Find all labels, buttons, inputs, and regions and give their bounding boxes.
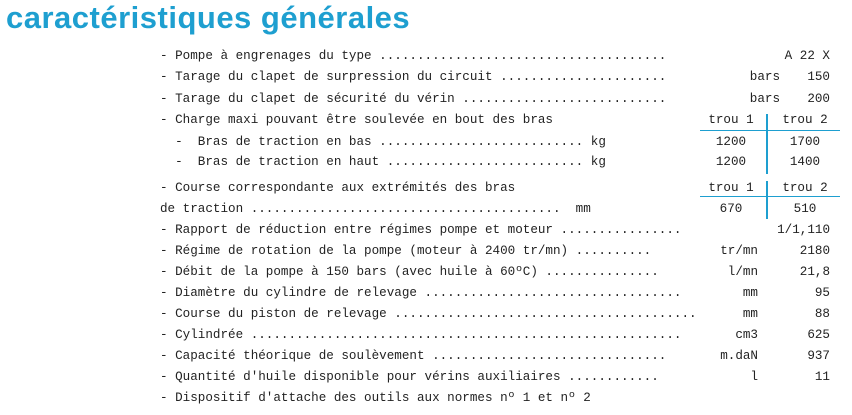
spec-value: 1/1,110 [777,223,830,237]
table-divider [766,181,768,219]
spec-row: - Bras de traction en haut .......................... kg [160,155,606,169]
spec-unit: mm [742,307,758,321]
spec-unit: bars [749,70,780,84]
spec-unit: l [750,370,758,384]
column-header-trou-2: trou 2 [782,113,828,127]
table-cell: 1700 [789,135,821,149]
spec-row: - Quantité d'huile disponible pour vérins auxiliaires ............ [160,370,659,384]
spec-unit: l/mn [727,265,758,279]
spec-row: - Course correspondante aux extrémités des bras [160,181,516,195]
table-cell: 510 [793,202,817,216]
spec-value: 2180 [799,244,830,258]
spec-row: - Cylindrée ......................................................... [160,328,682,342]
spec-row: - Capacité théorique de soulèvement ............................... [160,349,667,363]
spec-row: - Débit de la pompe à 150 bars (avec huile à 60ºC) ............... [160,265,659,279]
spec-value: 21,8 [799,265,830,279]
spec-row: - Dispositif d'attache des outils aux normes nº 1 et nº 2 [160,391,591,405]
table-cell: 670 [719,202,743,216]
table-header-rule [700,130,840,131]
spec-row: - Tarage du clapet de surpression du circuit ...................... [160,70,667,84]
spec-unit: bars [749,92,780,106]
spec-unit: cm3 [735,328,758,342]
spec-unit: tr/mn [720,244,758,258]
spec-row: - Tarage du clapet de sécurité du vérin ........................... [160,92,667,106]
spec-value: 625 [807,328,830,342]
spec-value: 150 [807,70,830,84]
spec-value: 88 [814,307,830,321]
table-divider [766,114,768,174]
table-cell: 1200 [715,135,747,149]
spec-value: 95 [814,286,830,300]
spec-row: de traction ......................................... mm [160,202,591,216]
spec-row: - Course du piston de relevage ........................................ [160,307,697,321]
table-cell: 1200 [715,155,747,169]
spec-value: 11 [814,370,830,384]
spec-row: - Pompe à engrenages du type ...................................... [160,49,667,63]
spec-row: - Rapport de réduction entre régimes pompe et moteur ................ [160,223,682,237]
spec-row: - Charge maxi pouvant être soulevée en bout des bras [160,113,553,127]
spec-value: A 22 X [784,49,830,63]
spec-value: 200 [807,92,830,106]
spec-row: - Régime de rotation de la pompe (moteur à 2400 tr/mn) .......... [160,244,652,258]
column-header-trou-1: trou 1 [708,181,754,195]
table-header-rule [700,196,840,197]
table-cell: 1400 [789,155,821,169]
page-title: caractéristiques générales [6,0,411,35]
spec-row: - Bras de traction en bas ........................... kg [160,135,606,149]
column-header-trou-1: trou 1 [708,113,754,127]
column-header-trou-2: trou 2 [782,181,828,195]
spec-value: 937 [807,349,830,363]
spec-unit: m.daN [720,349,758,363]
spec-row: - Diamètre du cylindre de relevage .................................. [160,286,682,300]
spec-unit: mm [742,286,758,300]
